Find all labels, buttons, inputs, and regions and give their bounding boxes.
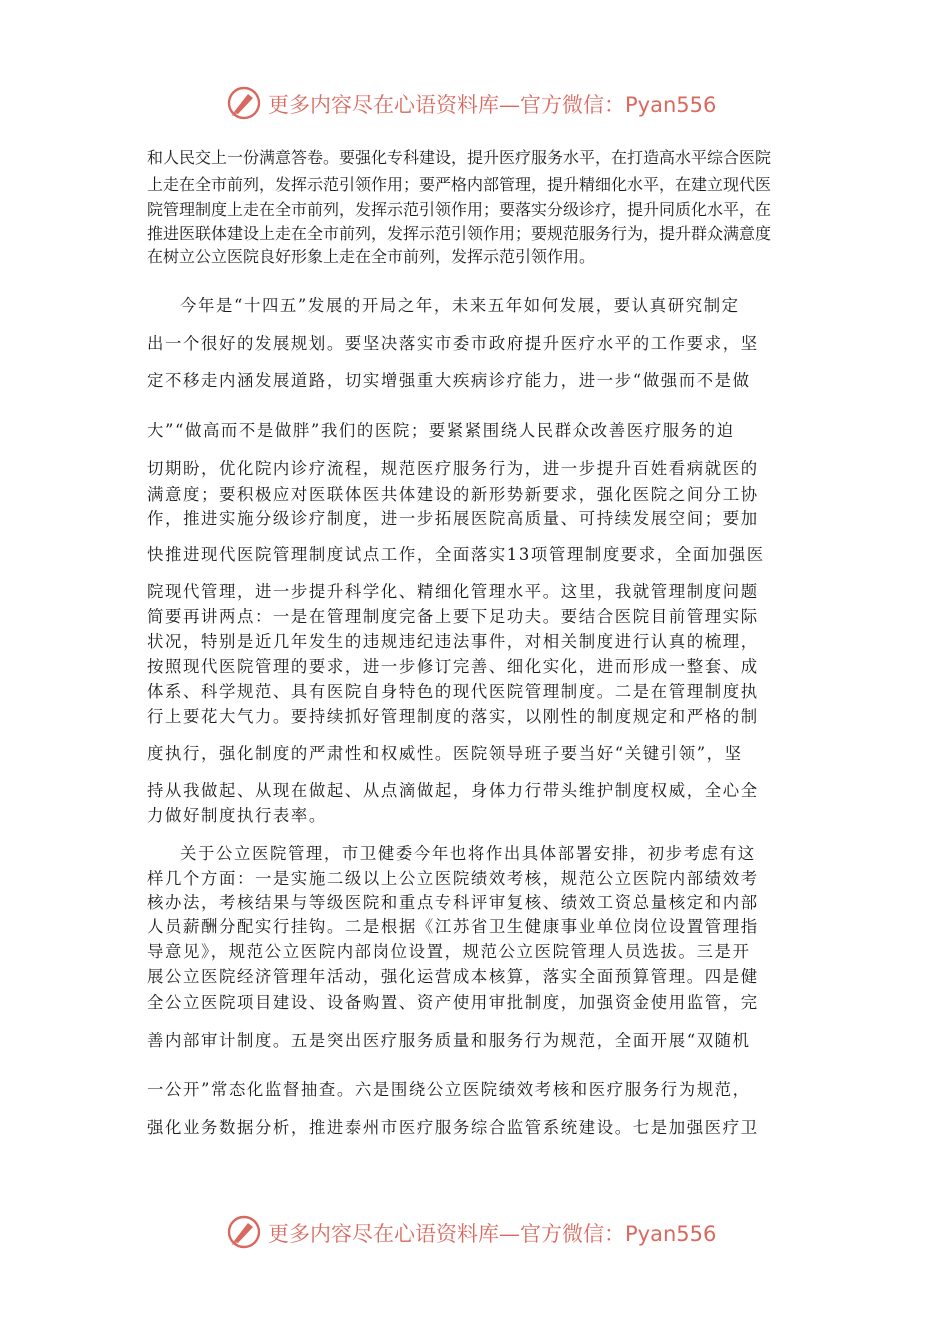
- text-line: 展公立医院经济管理年活动，强化运营成本核算，落实全面预算管理。四是健: [147, 967, 759, 986]
- text-line: 大”“做高而不是做胖”我们的医院；要紧紧围绕人民群众改善医疗服务的迫: [147, 421, 735, 440]
- text-line: 强化业务数据分析，推进泰州市医疗服务综合监管系统建设。七是加强医疗卫: [147, 1118, 759, 1137]
- text-line: 行上要花大气力。要持续抓好管理制度的落实，以刚性的制度规定和严格的制: [147, 707, 759, 726]
- footer-banner: [0, 1212, 950, 1252]
- text-line: 持从我做起、从现在做起、从点滴做起，身体力行带头维护制度权威，全心全: [147, 781, 759, 800]
- text-line: 样几个方面：一是实施二级以上公立医院绩效考核，规范公立医院内部绩效考: [147, 869, 759, 888]
- text-line: 在树立公立医院良好形象上走在全市前列，发挥示范引领作用。: [147, 247, 596, 266]
- text-line: 今年是“十四五”发展的开局之年，未来五年如何发展，要认真研究制定: [180, 296, 740, 315]
- text-line: 和人民交上一份满意答卷。要强化专科建设，提升医疗服务水平，在打造高水平综合医院: [147, 148, 772, 167]
- text-line: 状况，特别是近几年发生的违规违纪违法事件，对相关制度进行认真的梳理，: [147, 632, 759, 651]
- text-line: 院管理制度上走在全市前列，发挥示范引领作用；要落实分级诊疗，提升同质化水平，在: [147, 200, 772, 219]
- text-line: 切期盼，优化院内诊疗流程，规范医疗服务行为，进一步提升百姓看病就医的: [147, 459, 759, 478]
- pen-logo-icon: [226, 1214, 262, 1250]
- banner-caption: 更多内容尽在心语资料库—官方微信：: [268, 1222, 625, 1246]
- wechat-id: Pyan556: [625, 93, 717, 117]
- banner-caption: 更多内容尽在心语资料库—官方微信：: [268, 93, 625, 117]
- text-line: 上走在全市前列，发挥示范引领作用；要严格内部管理，提升精细化水平，在建立现代医: [147, 175, 772, 194]
- text-line: 按照现代医院管理的要求，进一步修订完善、细化实化，进而形成一整套、成: [147, 657, 759, 676]
- text-line: 一公开”常态化监督抽查。六是围绕公立医院绩效考核和医疗服务行为规范，: [147, 1080, 751, 1099]
- text-line: 满意度；要积极应对医联体医共体建设的新形势新要求，强化医院之间分工协: [147, 485, 759, 504]
- text-line: 核办法，考核结果与等级医院和重点专科评审复核、绩效工资总量核定和内部: [147, 893, 759, 912]
- text-line: 关于公立医院管理，市卫健委今年也将作出具体部署安排，初步考虑有这: [180, 844, 756, 863]
- banner-text: [268, 89, 716, 119]
- text-line: 简要再讲两点：一是在管理制度完备上要下足功夫。要结合医院目前管理实际: [147, 607, 759, 626]
- text-line: 全公立医院项目建设、设备购置、资产使用审批制度，加强资金使用监管，完: [147, 993, 759, 1012]
- text-line: 院现代管理，进一步提升科学化、精细化管理水平。这里，我就管理制度问题: [147, 582, 759, 601]
- text-line: 定不移走内涵发展道路，切实增强重大疾病诊疗能力，进一步“做强而不是做: [147, 371, 751, 390]
- text-line: 度执行，强化制度的严肃性和权威性。医院领导班子要当好“关键引领”，坚: [147, 744, 743, 763]
- text-line: 人员薪酬分配实行挂钩。二是根据《江苏省卫生健康事业单位岗位设置管理指: [147, 917, 759, 936]
- header-banner: [0, 83, 950, 123]
- text-line: 作，推进实施分级诊疗制度，进一步拓展医院高质量、可持续发展空间；要加: [147, 509, 759, 528]
- text-line: 导意见》，规范公立医院内部岗位设置，规范公立医院管理人员选拔。三是开: [147, 942, 751, 961]
- text-line: 善内部审计制度。五是突出医疗服务质量和服务行为规范，全面开展“双随机: [147, 1031, 751, 1050]
- text-line: 出一个很好的发展规划。要坚决落实市委市政府提升医疗水平的工作要求，坚: [147, 334, 759, 353]
- text-line: 快推进现代医院管理制度试点工作，全面落实13项管理制度要求，全面加强医: [147, 545, 765, 564]
- pen-logo-icon: [226, 85, 262, 121]
- wechat-id: Pyan556: [625, 1222, 717, 1246]
- text-line: 体系、科学规范、具有医院自身特色的现代医院管理制度。二是在管理制度执: [147, 682, 759, 701]
- banner-text: [268, 1218, 716, 1248]
- text-line: 推进医联体建设上走在全市前列，发挥示范引领作用；要规范服务行为，提升群众满意度: [147, 224, 772, 243]
- text-line: 力做好制度执行表率。: [147, 806, 327, 825]
